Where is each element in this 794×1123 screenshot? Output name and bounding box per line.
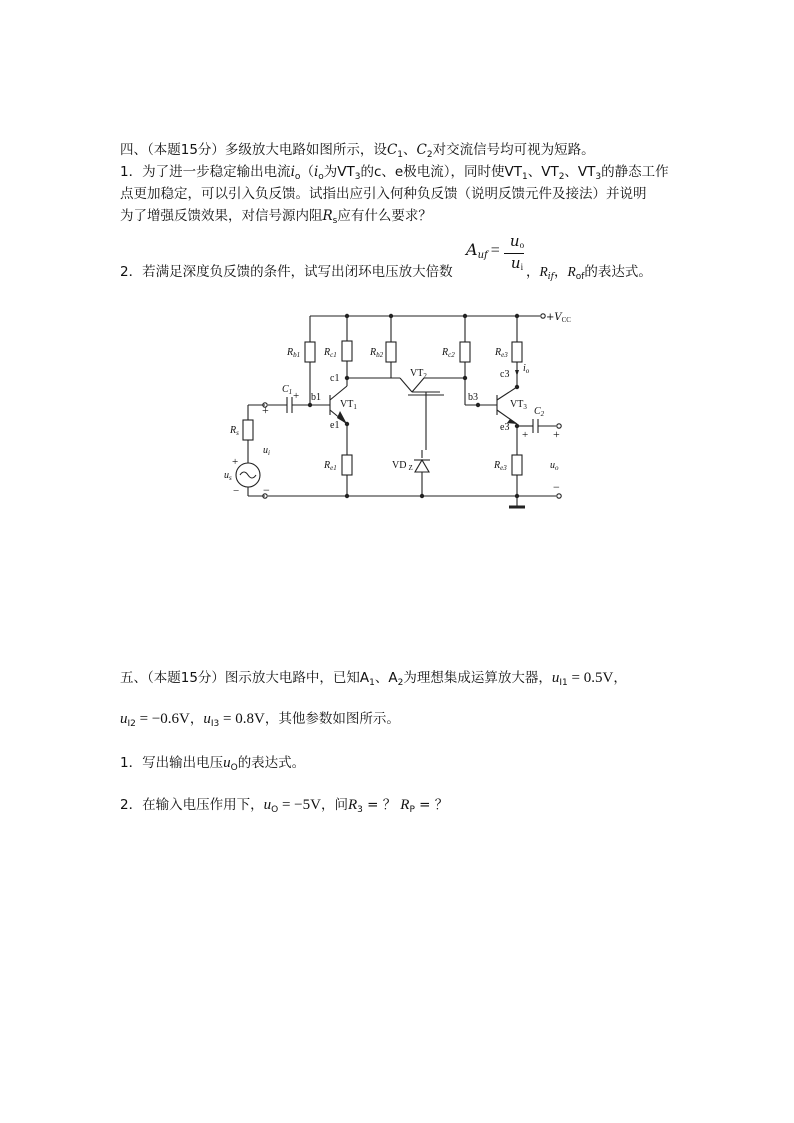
ui-plus: + <box>262 403 269 417</box>
svg-text:VT2 <box>410 368 427 380</box>
re3-sub: e3 <box>500 464 507 472</box>
c2-symbol: C <box>416 142 427 158</box>
comma: ， <box>189 711 204 727</box>
vt1-sub: 1 <box>353 403 357 411</box>
rb1-sub: b1 <box>293 351 301 359</box>
uo-symbol: u <box>509 232 520 250</box>
io-label: i <box>523 363 526 374</box>
ui3-symbol: u <box>203 711 211 727</box>
vt3-sub: 3 <box>523 403 527 411</box>
node-c3: c3 <box>500 369 510 380</box>
c2-sub: 2 <box>426 150 433 160</box>
svg-text:io <box>523 363 530 375</box>
text: 应有什么要求？ <box>337 208 432 224</box>
svg-text:C1 <box>282 384 292 396</box>
text: 的c、e极电流），同时使VT <box>360 164 522 180</box>
node-b3: b3 <box>468 392 478 403</box>
text: 、A <box>374 670 398 686</box>
uo-label: u <box>550 460 555 471</box>
q5-part2 <box>120 795 448 820</box>
sub: 2 <box>558 172 565 182</box>
rof-sub: of <box>575 272 585 282</box>
node-e1: e1 <box>330 420 340 431</box>
q4-part1-line2: 点更加稳定，可以引入负反馈。试指出应引入何种负反馈（说明反馈元件及接法）并说明 <box>120 186 647 202</box>
node-c1: c1 <box>330 373 340 384</box>
text: 1．写出输出电压 <box>120 755 224 771</box>
ui-sub: i <box>520 262 524 272</box>
question-mark: = ？ <box>414 797 449 813</box>
c2-plus: + <box>522 429 529 441</box>
c1-symbol: C <box>386 142 398 158</box>
rc3-sub: e3 <box>501 351 508 359</box>
c1-plus: + <box>293 390 300 402</box>
svg-text:uo <box>550 460 559 472</box>
cap1-label: C <box>282 384 289 395</box>
svg-text:Re3 <box>493 460 507 472</box>
us-sub: s <box>229 474 232 482</box>
uo2-symbol: u <box>263 797 272 813</box>
svg-text:VT3 <box>510 399 527 411</box>
sub: 2 <box>397 678 404 688</box>
svg-text:VT1 <box>340 399 357 411</box>
cap1-sub: 1 <box>288 388 293 396</box>
svg-text:Rc2 <box>441 347 455 359</box>
ui2-symbol: u <box>120 711 128 727</box>
comma: ， <box>613 670 627 686</box>
rb1-label: R <box>287 347 294 358</box>
rc2-sub: c2 <box>448 351 455 359</box>
ui-symbol: u <box>510 254 521 272</box>
q4-heading: 四、（本题15分）多级放大电路如图所示，设 <box>120 142 387 158</box>
vdz-sub: Z <box>408 464 413 472</box>
q4-part2-line: 2．若满足深度负反馈的条件，试写出闭环电压放大倍数 <box>120 264 453 280</box>
uo-symbol: u <box>223 755 231 771</box>
uo2-sub: O <box>271 805 279 815</box>
text: 的表达式。 <box>237 755 306 771</box>
comma: ， <box>526 264 540 280</box>
svg-text:VDZ <box>392 460 413 472</box>
re3-label: R <box>494 460 501 471</box>
rc2-label: R <box>442 347 449 358</box>
ui1-sub: I1 <box>559 678 568 688</box>
text: 1．为了进一步稳定输出电流 <box>120 164 291 180</box>
rs-symbol: R <box>322 208 333 224</box>
svg-text:Rb2 <box>369 347 384 359</box>
io-sub: o <box>318 172 324 182</box>
re1-label: R <box>324 460 331 471</box>
cap2-sub: 2 <box>540 410 545 418</box>
q5-heading-line <box>120 668 627 693</box>
ui3-value: = 0.8V <box>219 711 265 727</box>
q5-part1 <box>120 753 305 778</box>
rb2-sub: b2 <box>376 351 384 359</box>
rif-symbol: R <box>539 264 548 279</box>
ui-label: u <box>263 445 268 456</box>
svg-text:Re3 <box>494 347 508 359</box>
rc3-label: R <box>495 347 502 358</box>
rs-label: R <box>230 425 237 436</box>
text: 五、（本题15分）图示放大电路中，已知A <box>120 670 370 686</box>
us-plus: + <box>232 456 239 468</box>
ui-minus: − <box>263 483 270 497</box>
us-minus: − <box>233 485 240 497</box>
ui2-value: = −0.6V <box>135 711 190 727</box>
sep: 、 <box>403 142 417 158</box>
io-sub: o <box>525 367 530 375</box>
vt3-label: VT <box>510 399 524 410</box>
uo2-value: = −5V <box>278 797 321 813</box>
uo-sub: O <box>230 763 238 773</box>
vt2-sub: 2 <box>423 372 427 380</box>
uo-minus: − <box>553 480 560 494</box>
vcc-label: +V <box>546 312 562 323</box>
vdz-label: VD <box>392 460 407 471</box>
node-e3: e3 <box>500 422 510 433</box>
vcc-sub: CC <box>561 316 571 324</box>
cap2-label: C <box>534 406 541 417</box>
comma: ， <box>553 264 568 280</box>
io-symbol: i <box>313 164 319 180</box>
uo-plus: + <box>553 427 560 441</box>
svg-text:Rb1 <box>286 347 300 359</box>
rof-symbol: R <box>567 264 576 279</box>
rb2-label: R <box>370 347 377 358</box>
ui2-sub: I2 <box>127 719 136 729</box>
sub: 3 <box>595 172 602 182</box>
io-sub: o <box>294 172 301 182</box>
svg-text:+VCC <box>546 312 571 324</box>
text: 、VT <box>564 164 596 180</box>
c1-sub: 1 <box>397 150 404 160</box>
text: 的静态工作 <box>601 164 669 180</box>
rc1-label: R <box>324 347 331 358</box>
question-mark: = ？ <box>362 797 397 813</box>
uo-sub: o <box>519 240 525 250</box>
svg-text:Re1 <box>323 460 337 472</box>
svg-text:C2 <box>534 406 545 418</box>
q5-line2 <box>120 709 400 734</box>
ui1-symbol: u <box>551 670 560 686</box>
text: 的表达式。 <box>584 264 652 280</box>
text: 为VT <box>323 164 355 180</box>
sub: 1 <box>369 678 375 688</box>
sub: 1 <box>521 172 528 182</box>
rs-sub: s <box>332 216 338 226</box>
text: 2．在输入电压作用下， <box>120 797 264 813</box>
svg-text:Rc1 <box>323 347 337 359</box>
us-label: u <box>224 470 229 481</box>
rp-sub: P <box>409 805 415 815</box>
r3-symbol: R <box>347 797 358 813</box>
r3-sub: 3 <box>357 805 363 815</box>
rc1-sub: c1 <box>330 351 337 359</box>
rif-sub: if <box>547 272 554 282</box>
vt2-label: VT <box>410 368 424 379</box>
text: ，问 <box>320 797 348 813</box>
auf-symbol: A <box>466 240 478 259</box>
io-symbol: i <box>290 164 295 180</box>
eq: = <box>490 242 500 259</box>
svg-text:us <box>224 470 232 482</box>
vt1-label: VT <box>340 399 354 410</box>
uo-sub: o <box>555 464 559 472</box>
ui1-value: = 0.5V <box>567 670 614 686</box>
auf-sub: uf <box>477 250 488 261</box>
heading-tail: 对交流信号均可视为短路。 <box>432 142 595 158</box>
text: （ <box>300 164 314 180</box>
re1-sub: e1 <box>330 464 337 472</box>
rs-sub: s <box>236 429 239 437</box>
rp-symbol: R <box>400 797 410 813</box>
svg-text:ui <box>263 445 270 457</box>
text: 、VT <box>527 164 559 180</box>
text: ，其他参数如图所示。 <box>264 711 400 727</box>
svg-text:Rs <box>229 425 239 437</box>
ui-sub: i <box>268 449 270 457</box>
node-b1: b1 <box>311 392 321 403</box>
ui3-sub: I3 <box>210 719 220 729</box>
text: 为了增强反馈效果，对信号源内阻 <box>120 208 323 224</box>
text: 为理想集成运算放大器， <box>403 670 552 686</box>
sub: 3 <box>354 172 361 182</box>
